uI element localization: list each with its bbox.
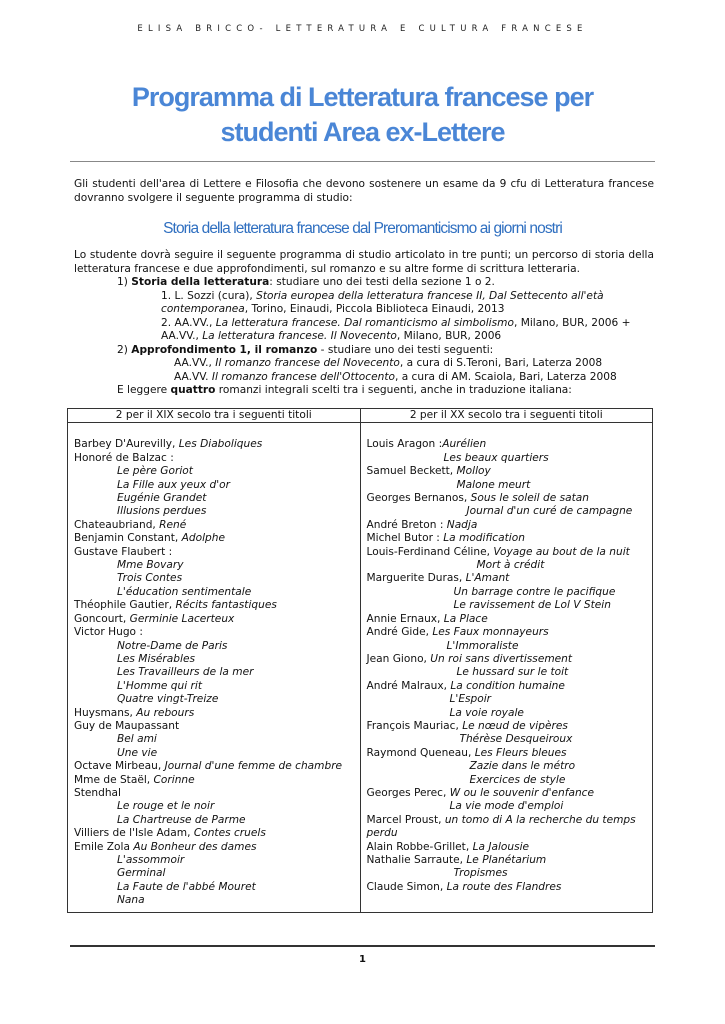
book-title: Malone meurt [456,478,531,491]
book-entry [74,532,355,545]
book-entry [367,465,648,478]
book-author: Raymond Queneau, [366,746,475,759]
book-title: La Chartreuse de Parme [117,813,246,826]
column-header-xx: 2 per il XX secolo tra i seguenti titoli [360,409,653,423]
book-author: Benjamin Constant, [74,532,182,545]
book-entry [74,720,355,733]
book-entry [74,586,355,599]
page-number: 1 [359,954,366,965]
book-entry [367,599,648,612]
book-entry [367,559,648,572]
book-entry [74,653,355,666]
book-author: Stendhal [74,786,121,799]
book-title: Mort à crédit [476,559,545,572]
book-author: Louis-Ferdinand Céline, [366,545,494,558]
book-title: W ou le souvenir d'enfance [449,786,594,799]
book-entry [367,733,648,746]
book-title: La Place [443,612,488,625]
book-author: Marguerite Duras, [366,572,466,585]
book-entry [74,841,355,854]
book-author: Georges Perec, [366,786,450,799]
book-entry [74,559,355,572]
book-title: La Fille aux yeux d'or [117,478,231,491]
book-title: Aurélien [442,438,487,451]
text-option-1: 1. L. Sozzi (cura), Storia europea della letteratura francese II, Dal Settecento all'età [161,289,604,302]
book-entry [367,827,648,840]
book-author: Guy de Maupassant [74,719,180,732]
book-entry [367,613,648,626]
book-entry [74,867,355,880]
book-title: Contes cruels [193,827,266,840]
book-author: Honoré de Balzac : [74,451,174,464]
book-title: Le Planétarium [466,854,547,866]
book-entry [74,707,355,720]
book-author: Gustave Flaubert : [74,545,173,558]
book-title: Un barrage contre le pacifique [453,585,616,598]
book-author: Michel Butor : [366,532,444,545]
book-title: Journal d'une femme de chambre [164,760,343,773]
book-entry [367,438,648,451]
book-author: André Malraux, [366,679,451,692]
book-entry [74,572,355,585]
book-title: Nana [117,894,145,907]
section-1-heading: 1) Storia della letteratura: studiare uno dei testi della sezione 1 o 2. [117,276,495,288]
novel-study-2: AA.VV. Il romanzo francese dell'Ottocento, a cura di AM. Scaiola, Bari, Laterza 2008 [174,370,617,383]
book-author: Samuel Beckett, [366,465,457,478]
book-title: L'assommoir [117,854,185,866]
book-author: Huysmans, [74,706,137,719]
program-intro: Lo studente dovrà seguire il seguente programma di studio articolato in tre punti; un percorso di storia della letteratura francese e due approfondimenti, sul romanzo e su altre forme di scrittura letteraria. [74,249,654,275]
book-entry [74,854,355,867]
title-line-1: Programma di Letteratura francese per [131,82,594,112]
book-title: Les Misérables [117,652,195,665]
book-title: Les Travailleurs de la mer [117,666,254,679]
book-entry [367,586,648,599]
book-entry [367,666,648,679]
book-title: Trois Contes [117,572,183,585]
quantity-emphasis: quattro [170,384,216,396]
book-entry [367,841,648,854]
book-title: La condition humaine [450,679,565,692]
book-author: Louis Aragon : [366,438,443,451]
book-entry [367,760,648,773]
book-author: André Gide, [366,626,433,639]
book-entry [74,760,355,773]
book-author: Villiers de l'Isle Adam, [74,827,194,840]
novels-table [67,408,653,913]
book-entry [367,787,648,800]
book-title: Bel ami [117,733,157,746]
book-entry [367,653,648,666]
book-title: L'Immoraliste [446,639,519,652]
book-entry [74,505,355,518]
book-entry [367,572,648,585]
book-entry [367,546,648,559]
book-title: Les Faux monnayeurs [432,626,549,639]
book-title: Notre-Dame de Paris [117,639,228,652]
text-option-1-cont: contemporanea, Torino, Einaudi, Piccola Biblioteca Einaudi, 2013 [161,303,505,315]
book-entry [367,640,648,653]
page-title [70,80,655,150]
book-title: Eugénie Grandet [117,492,207,505]
book-entry [367,881,648,894]
book-author: Georges Bernanos, [366,492,471,505]
book-title: Journal d'un curé de campagne [466,505,633,518]
book-author: Jean Giono, [366,652,431,665]
book-entry [367,519,648,532]
book-title: Voyage au bout de la nuit [493,545,630,558]
book-entry [367,492,648,505]
book-title: Les beaux quartiers [443,451,549,464]
book-title: Le père Goriot [117,465,193,478]
book-title: perdu [366,827,398,840]
book-entry [74,519,355,532]
book-entry [74,626,355,639]
book-title: L'éducation sentimentale [117,585,252,598]
book-entry [367,800,648,813]
column-header-xix: 2 per il XIX secolo tra i seguenti titoli [68,409,361,423]
book-entry [367,680,648,693]
section-2-heading: 2) Approfondimento 1, il romanzo - studiare uno dei testi seguenti: [117,343,494,356]
book-title: Le rouge et le noir [117,800,215,813]
book-author: Chateaubriand, [74,518,160,531]
book-title: La Faute de l'abbé Mouret [117,880,256,893]
intro-paragraph: Gli studenti dell'area di Lettere e Filosofia che devono sostenere un esame da 9 cfu di Letteratura francese dovranno svolgere il seguente programma di studio: [74,178,654,204]
book-author: Marcel Proust, [366,813,445,826]
book-title: Adolphe [181,532,225,545]
book-entry [367,774,648,787]
book-author: Emile Zola [74,840,134,853]
book-title: Zazie dans le métro [469,760,576,773]
book-entry [367,720,648,733]
book-entry [74,800,355,813]
program-body [74,249,654,398]
book-title: Les Fleurs bleues [474,746,567,759]
book-entry [74,894,355,907]
book-title: L'Homme qui rit [117,679,202,692]
book-entry [74,452,355,465]
book-entry [74,733,355,746]
book-title: La modification [443,532,525,545]
text-option-2: 2. AA.VV., La letteratura francese. Dal romanticismo al simbolismo, Milano, BUR, 2006 + [161,316,631,329]
footer-divider [70,945,655,947]
book-entry [74,666,355,679]
book-entry [74,827,355,840]
book-title: Molloy [456,465,491,478]
section-1-title: Storia della letteratura [131,276,270,288]
book-title: Thérèse Desqueiroux [459,733,573,746]
book-title: La route des Flandres [446,880,562,893]
book-title: Nadja [446,518,478,531]
book-author: Victor Hugo : [74,626,143,639]
title-divider [70,161,655,162]
book-title: Illusions perdues [117,505,207,518]
book-author: François Mauriac, [366,719,463,732]
book-entry [367,532,648,545]
book-title: Au Bonheur des dames [133,840,257,853]
book-author: Barbey D'Aurevilly, [74,438,179,451]
book-author: Mme de Staël, [74,773,154,786]
book-entry [367,452,648,465]
book-entry [74,787,355,800]
book-entry [74,693,355,706]
text-option-2-cont: AA.VV., La letteratura francese. Il Novecento, Milano, BUR, 2006 [161,330,502,342]
book-title: René [159,518,187,531]
book-title: Au rebours [136,706,195,719]
book-title: L'Amant [465,572,510,585]
book-title: Quatre vingt-Treize [117,693,219,706]
book-author: Goncourt, [74,612,130,625]
book-title: Le nœud de vipères [462,719,568,732]
book-title: Exercices de style [469,773,566,786]
book-title: La vie mode d'emploi [449,800,564,813]
xix-century-list [68,423,361,912]
book-title: Le hussard sur le toit [456,666,569,679]
book-title: La voie royale [449,706,524,719]
book-entry [367,479,648,492]
book-entry [74,747,355,760]
book-entry [367,814,648,827]
book-author: Alain Robbe-Grillet, [366,840,473,853]
book-entry [367,626,648,639]
book-entry [74,680,355,693]
book-title: Les Diaboliques [178,438,263,451]
book-author: Octave Mirbeau, [74,760,165,773]
book-entry [367,867,648,880]
book-title: Sous le soleil de satan [470,492,589,505]
book-entry [74,438,355,451]
novel-study-1: AA.VV., Il romanzo francese del Novecento, a cura di S.Teroni, Bari, Laterza 2008 [174,357,603,369]
book-author: Claude Simon, [366,880,447,893]
book-author: Nathalie Sarraute, [366,854,467,866]
reading-instruction: E leggere quattro romanzi integrali scelti tra i seguenti, anche in traduzione italiana: [117,384,572,396]
running-header: ELISA BRICCO- LETTERATURA E CULTURA FRANCESE [137,24,588,34]
book-author: Théophile Gautier, [74,599,176,612]
book-entry [367,707,648,720]
book-title: Un roi sans divertissement [430,652,573,665]
book-entry [74,492,355,505]
book-author: Annie Ernaux, [366,612,444,625]
book-title: Le ravissement de Lol V Stein [453,599,611,612]
book-entry [74,599,355,612]
book-entry [367,854,648,867]
book-entry [74,479,355,492]
book-title: L'Espoir [449,693,492,706]
book-author: André Breton : [366,518,447,531]
book-title: Mme Bovary [117,559,184,572]
book-title: Germinal [117,867,166,880]
book-title: La Jalousie [472,840,530,853]
book-entry [367,505,648,518]
book-entry [367,747,648,760]
book-title: Tropismes [453,867,508,880]
section-subtitle: Storia della letteratura francese dal Preromanticismo ai giorni nostri [163,220,562,237]
book-entry [74,881,355,894]
book-entry [367,693,648,706]
title-line-2: studenti Area ex-Lettere [220,117,505,147]
book-entry [74,774,355,787]
section-2-title: Approfondimento 1, il romanzo [131,343,318,356]
book-title: Une vie [117,746,158,759]
book-entry [74,465,355,478]
book-title: Corinne [153,773,195,786]
book-entry [74,814,355,827]
book-title: Récits fantastiques [175,599,277,612]
book-entry [74,613,355,626]
book-entry [74,546,355,559]
book-entry [74,640,355,653]
book-title: un tomo di A la recherche du temps [444,813,636,826]
xx-century-list [360,423,653,912]
book-title: Germinie Lacerteux [129,612,235,625]
